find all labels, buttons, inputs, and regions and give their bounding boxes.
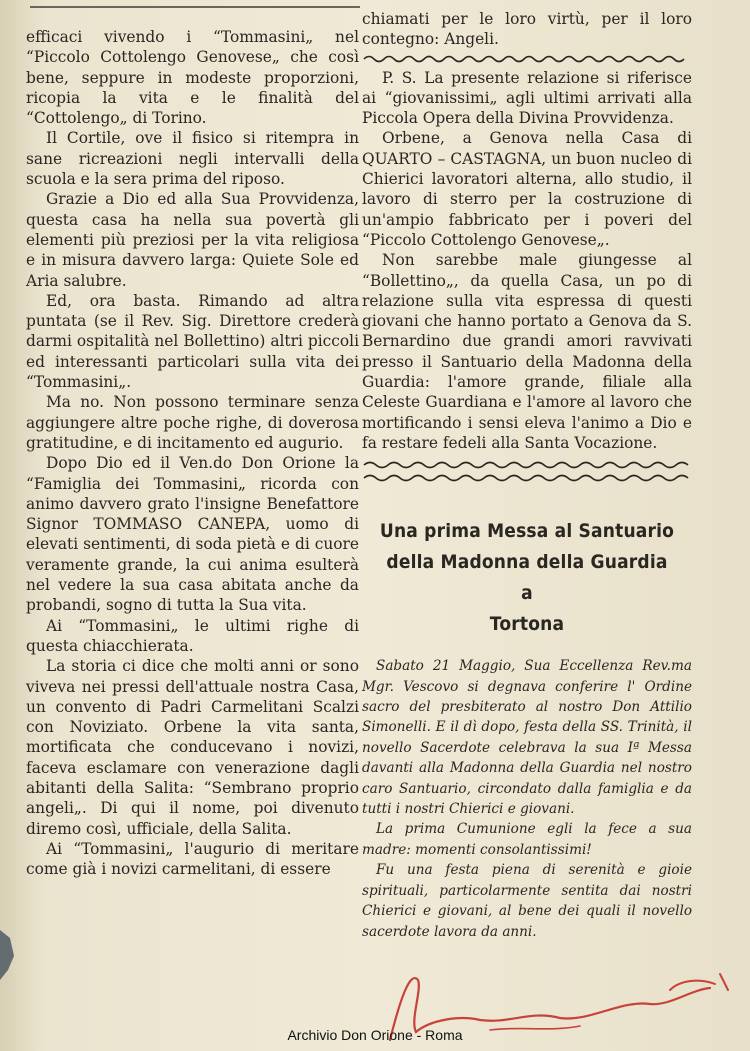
left-column [26, 27, 359, 879]
article-title-line: della Madonna della Guardia a [386, 551, 668, 605]
paragraph: Non sarebbe male giungesse al “Bollettino„, da quella Casa, un po di relazione sulla vita espressa di questi giovani che hanno portato a Genova da S. Bernardino due grandi amori ravvivati presso il Santuario della Madonna della Guardia: l'amore grande, filiale alla Celeste Guardiana e l'amore al lavoro che mortificando i sensi eleva l'animo a Dio e fa restare fedeli alla Santa Vocazione. [362, 251, 692, 452]
paragraph: Il Cortile, ove il fisico si ritempra in sane ricreazioni negli intervalli della scuola e la sera prima del riposo. [26, 129, 359, 189]
binding-edge-mark [0, 930, 18, 980]
right-column [362, 9, 692, 942]
paragraph: La storia ci dice che molti anni or sono viveva nei pressi dell'attuale nostra Casa, un convento di Padri Carmelitani Scalzi con Noviziato. Orbene la vita santa, mortificata che conducevano i novizi, faceva esclamare con venerazione dagli abitanti della Salita: “Sembrano proprio angeli„. Di qui il nome, poi divenuto diremo così, ufficiale, della Salita. [26, 657, 359, 838]
paragraph: Sabato 21 Maggio, Sua Eccellenza Rev.ma Mgr. Vescovo si degnava conferire l' Ordine sacro del presbiterato al nostro Don Attilio Simonelli. E il dì dopo, festa della SS. Trinità, il novello Sacerdote celebrava la sua Iª Messa davanti alla Madonna della Guardia nel nostro caro Santuario, circondato dalla famiglia e da tutti i nostri Chierici e giovani. [362, 658, 692, 818]
paragraph: Ma no. Non possono terminare senza aggiungere altre poche righe, di doverosa gratitudine, e di incitamento ed augurio. [26, 393, 359, 452]
paragraph: efficaci vivendo i “Tommasini„ nel “Piccolo Cottolengo Genovese„ che così bene, seppure in modeste proporzioni, ricopia la vita e le finalità del “Cottolengo„ di Torino. [26, 28, 359, 128]
wavy-divider [362, 459, 692, 471]
paragraph: P. S. La presente relazione si riferisce ai “giovanissimi„ agli ultimi arrivati alla Piccola Opera della Divina Provvidenza. [362, 68, 692, 128]
continuation-paragraph: chiamati per le loro virtù, per il loro contegno: Angeli. [362, 10, 692, 49]
archive-footer: Archivio Don Orione - Roma [287, 1027, 463, 1043]
top-rule [30, 6, 360, 8]
paragraph: La prima Cumunione egli la fece a sua madre: momenti consolantissimi! [362, 821, 692, 858]
wavy-divider [362, 53, 692, 65]
paragraph: Dopo Dio ed il Ven.do Don Orione la “Famiglia dei Tommasini„ ricorda con animo davvero grato l'insigne Benefattore Signor TOMMASO CANEPA, uomo di elevati sentimenti, di soda pietà e di cuore veramente grande, la cui anima esulterà nel vedere la sua casa abitata anche da probandi, sogno di tutta la Sua vita. [26, 454, 359, 615]
paragraph: Ai “Tommasini„ l'augurio di meritare come già i novizi carmelitani, di essere [26, 839, 359, 879]
paragraph: Ai “Tommasini„ le ultimi righe di questa chiacchierata. [26, 616, 359, 655]
article-body [362, 656, 692, 942]
paragraph: Ed, ora basta. Rimando ad altra puntata (se il Rev. Sig. Direttore crederà darmi ospitalità nel Bollettino) altri piccoli ed interessanti particolari sulla vita dei “Tommasini„. [26, 291, 359, 392]
article-title-line: Tortona [489, 613, 565, 636]
article-title [379, 516, 676, 640]
wavy-divider [362, 472, 692, 484]
paragraph: Orbene, a Genova nella Casa di QUARTO – CASTAGNA, un buon nucleo di Chierici lavoratori alterna, allo studio, il lavoro di sterro per la costruzione di un'ampio fabbricato per i poveri del “Piccolo Cottolengo Genovese„. [362, 129, 692, 249]
article-title-line: Una prima Messa al Santuario [379, 520, 675, 543]
paragraph: Grazie a Dio ed alla Sua Provvidenza, questa casa ha nella sua povertà gli elementi più preziosi per la vita religiosa e in misura davvero larga: Quiete Sole ed Aria salubre. [26, 190, 359, 290]
paragraph: Fu una festa piena di serenità e gioie spirituali, particolarmente sentita dai nostri Chierici e giovani, al bene dei quali il novello sacerdote lavora da anni. [362, 862, 692, 940]
